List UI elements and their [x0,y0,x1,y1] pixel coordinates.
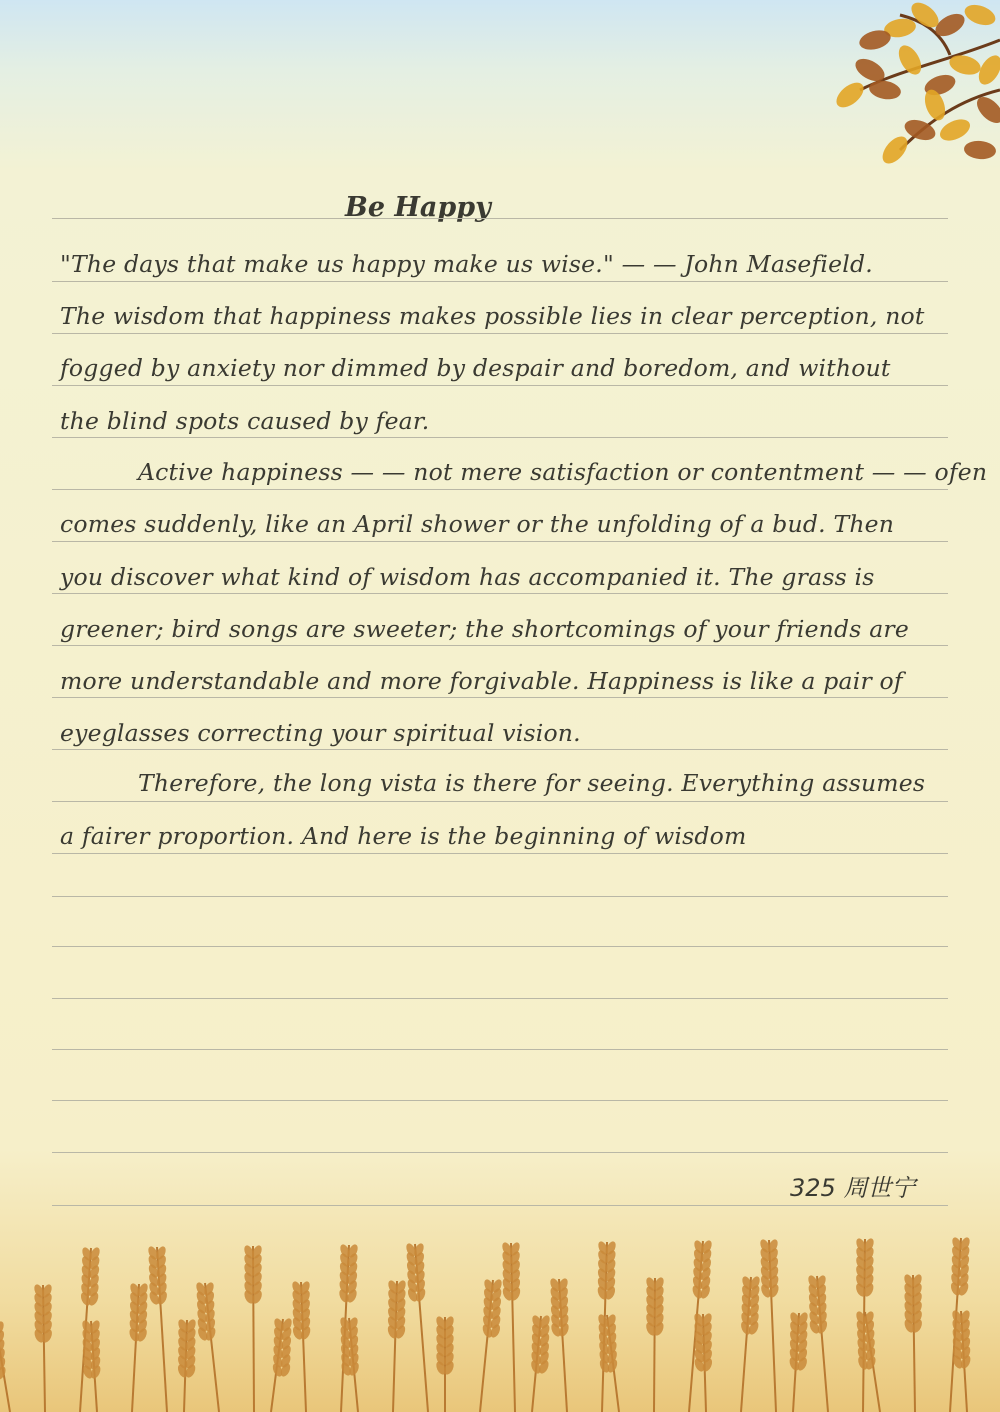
ruled-line [52,1049,948,1050]
ruled-line [52,218,948,219]
wheat-field-illustration [0,1182,1000,1412]
text-line: you discover what kind of wisdom has accompanied it. The grass is [60,563,875,591]
text-line: the blind spots caused by fear. [60,407,430,435]
leaf [868,78,903,101]
wheat-stalks [0,1236,972,1412]
text-line: "The days that make us happy make us wise." — — John Masefield. [60,250,873,278]
text-line: fogged by anxiety nor dimmed by despair and boredom, and without [60,354,891,382]
text-line: comes suddenly, like an April shower or the unfolding of a bud. Then [60,510,895,538]
author-signature: 325 周世宁 [790,1174,916,1202]
ruled-line [52,896,948,897]
text-line: a fairer proportion. And here is the beginning of wisdom [60,822,747,850]
letter-title: Be Happy [345,192,491,223]
text-line: Active happiness — — not mere satisfaction or contentment — — ofen [138,458,988,486]
leaf-cluster [832,0,1000,168]
leaf [832,78,868,112]
leaf [937,115,974,145]
text-line: greener; bird songs are sweeter; the shortcomings of your friends are [60,615,909,643]
autumn-leaves-illustration [750,0,1000,180]
text-line: eyeglasses correcting your spiritual vision. [60,719,581,747]
text-line: The wisdom that happiness makes possible lies in clear perception, not [60,302,925,330]
text-line: more understandable and more forgivable. Happiness is like a pair of [60,667,903,695]
ruled-line [52,1152,948,1153]
ruled-line [52,946,948,947]
leaf [962,1,998,29]
ruled-line [52,1100,948,1101]
leaf [878,132,912,168]
text-line: Therefore, the long vista is there for seeing. Everything assumes [138,769,926,797]
ruled-line [52,998,948,999]
leaf [963,140,996,161]
